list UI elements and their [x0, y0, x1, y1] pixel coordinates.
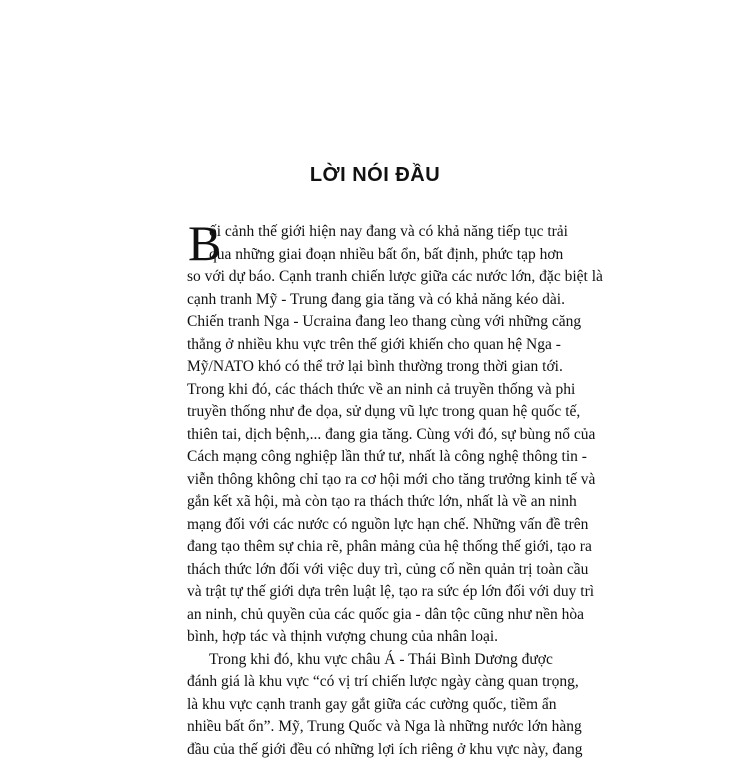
drop-cap: B: [188, 218, 221, 268]
text-line: là khu vực cạnh tranh gay gắt giữa các cường quốc, tiềm ẩn: [187, 694, 565, 717]
page-title: LỜI NÓI ĐẦU: [0, 164, 750, 187]
text-line: đang tạo thêm sự chia rẽ, phân mảng của hệ thống thế giới, tạo ra: [187, 536, 565, 559]
text-line: qua những giai đoạn nhiều bất ổn, bất định, phức tạp hơn: [187, 244, 565, 267]
text-line: và trật tự thế giới dựa trên luật lệ, tạo ra sức ép lớn đối với duy trì: [187, 581, 565, 604]
text-line: Trong khi đó, các thách thức về an ninh cả truyền thống và phi: [187, 379, 565, 402]
text-line: bình, hợp tác và thịnh vượng chung của nhân loại.: [187, 626, 565, 649]
text-line: so với dự báo. Cạnh tranh chiến lược giữa các nước lớn, đặc biệt là: [187, 266, 565, 289]
text-line: thách thức lớn đối với việc duy trì, củng cố nền quản trị toàn cầu: [187, 559, 565, 582]
text-line: Mỹ/NATO khó có thể trở lại bình thường trong thời gian tới.: [187, 356, 565, 379]
text-line: Trong khi đó, khu vực châu Á - Thái Bình Dương được: [187, 649, 565, 672]
text-line: đánh giá là khu vực “có vị trí chiến lược ngày càng quan trọng,: [187, 671, 565, 694]
text-line: đầu của thế giới đều có những lợi ích riêng ở khu vực này, đang: [187, 739, 565, 761]
text-line: gắn kết xã hội, mà còn tạo ra thách thức lớn, nhất là về an ninh: [187, 491, 565, 514]
text-line: truyền thống như đe dọa, sử dụng vũ lực trong quan hệ quốc tế,: [187, 401, 565, 424]
text-line: nhiều bất ổn”. Mỹ, Trung Quốc và Nga là những nước lớn hàng: [187, 716, 565, 739]
text-line: thiên tai, dịch bệnh,... đang gia tăng. Cùng với đó, sự bùng nổ của: [187, 424, 565, 447]
text-line: cạnh tranh Mỹ - Trung đang gia tăng và có khả năng kéo dài.: [187, 289, 565, 312]
text-line: ối cảnh thế giới hiện nay đang và có khả năng tiếp tục trải: [187, 221, 565, 244]
text-line: thẳng ở nhiều khu vực trên thế giới khiến cho quan hệ Nga -: [187, 334, 565, 357]
text-line: mạng đối với các nước có nguồn lực hạn chế. Những vấn đề trên: [187, 514, 565, 537]
text-line: an ninh, chủ quyền của các quốc gia - dân tộc cũng như nền hòa: [187, 604, 565, 627]
body-text: [187, 221, 565, 761]
text-line: Chiến tranh Nga - Ucraina đang leo thang cùng với những căng: [187, 311, 565, 334]
text-line: viễn thông không chỉ tạo ra cơ hội mới cho tăng trưởng kinh tế và: [187, 469, 565, 492]
text-line: Cách mạng công nghiệp lần thứ tư, nhất là công nghệ thông tin -: [187, 446, 565, 469]
